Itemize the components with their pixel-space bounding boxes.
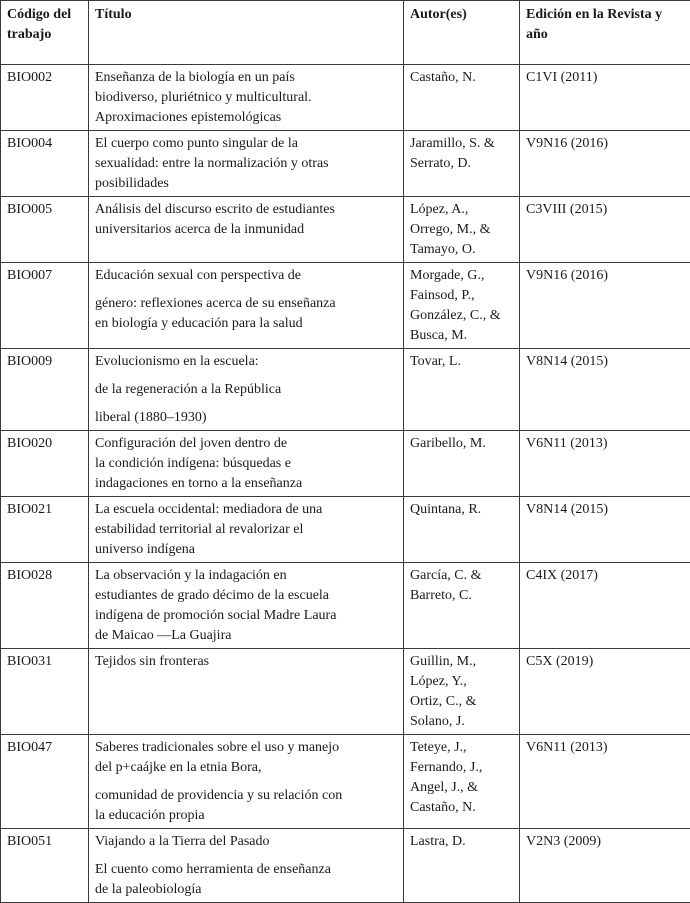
title-cell [89, 829, 404, 903]
edition-cell: V8N14 (2015) [520, 497, 690, 563]
title-line: de Maicao —La Guajira [95, 626, 398, 646]
code-cell: BIO020 [1, 431, 89, 497]
title-line: La escuela occidental: mediadora de una [95, 500, 398, 520]
table-row [1, 349, 690, 431]
author-line: Busca, M. [410, 326, 514, 346]
title-cell [89, 131, 404, 197]
title-line: en biología y educación para la salud [95, 314, 398, 334]
edition-cell: C3VIII (2015) [520, 197, 690, 263]
table-row [1, 829, 690, 903]
title-line: El cuento como herramienta de enseñanza [95, 860, 398, 880]
table-row [1, 131, 690, 197]
authors-cell [404, 649, 520, 735]
authors-cell [404, 497, 520, 563]
edition-cell: C5X (2019) [520, 649, 690, 735]
author-line: Castaño, N. [410, 798, 514, 818]
title-cell [89, 735, 404, 829]
code-cell: BIO007 [1, 263, 89, 349]
author-line: García, C. & [410, 566, 514, 586]
edition-cell: V8N14 (2015) [520, 349, 690, 431]
title-line: comunidad de providencia y su relación con [95, 786, 398, 806]
author-line: Jaramillo, S. & [410, 134, 514, 154]
code-cell: BIO047 [1, 735, 89, 829]
edition-cell: V2N3 (2009) [520, 829, 690, 903]
author-line: Barreto, C. [410, 586, 514, 606]
table-body [1, 65, 690, 903]
author-line: Angel, J., & [410, 778, 514, 798]
authors-cell [404, 263, 520, 349]
table-row [1, 563, 690, 649]
title-line: la condición indígena: búsquedas e [95, 454, 398, 474]
authors-cell [404, 563, 520, 649]
title-line: de la regeneración a la República [95, 380, 398, 400]
edition-cell: C1VI (2011) [520, 65, 690, 131]
header-codigo: Código del trabajo [1, 1, 89, 65]
author-line: Solano, J. [410, 712, 514, 732]
authors-cell [404, 131, 520, 197]
edition-cell: V6N11 (2013) [520, 431, 690, 497]
title-line: universitarios acerca de la inmunidad [95, 220, 398, 240]
author-line: Ortiz, C., & [410, 692, 514, 712]
title-line: Educación sexual con perspectiva de [95, 266, 398, 286]
table-row [1, 431, 690, 497]
author-line: González, C., & [410, 306, 514, 326]
author-line: Fernando, J., [410, 758, 514, 778]
title-line: posibilidades [95, 174, 398, 194]
author-line: López, Y., [410, 672, 514, 692]
title-line: estabilidad territorial al revalorizar el [95, 520, 398, 540]
title-line: sexualidad: entre la normalización y otras [95, 154, 398, 174]
author-line: Quintana, R. [410, 500, 514, 520]
author-line: Lastra, D. [410, 832, 514, 852]
authors-cell [404, 65, 520, 131]
title-cell [89, 349, 404, 431]
author-line: Guillin, M., [410, 652, 514, 672]
title-line: Análisis del discurso escrito de estudiantes [95, 200, 398, 220]
title-cell [89, 197, 404, 263]
author-line: Garibello, M. [410, 434, 514, 454]
author-line: Teteye, J., [410, 738, 514, 758]
title-line: estudiantes de grado décimo de la escuela [95, 586, 398, 606]
table-row [1, 735, 690, 829]
header-titulo: Título [89, 1, 404, 65]
title-line: de la paleobiología [95, 880, 398, 900]
title-cell [89, 563, 404, 649]
code-cell: BIO051 [1, 829, 89, 903]
title-line: indagaciones en torno a la enseñanza [95, 474, 398, 494]
code-cell: BIO028 [1, 563, 89, 649]
authors-cell [404, 349, 520, 431]
authors-cell [404, 735, 520, 829]
title-line: Evolucionismo en la escuela: [95, 352, 398, 372]
title-line: Aproximaciones epistemológicas [95, 108, 398, 128]
code-cell: BIO021 [1, 497, 89, 563]
table-row [1, 649, 690, 735]
edition-cell: C4IX (2017) [520, 563, 690, 649]
authors-cell [404, 197, 520, 263]
table-row [1, 263, 690, 349]
title-cell [89, 263, 404, 349]
edition-cell: V9N16 (2016) [520, 263, 690, 349]
code-cell: BIO002 [1, 65, 89, 131]
title-cell [89, 497, 404, 563]
title-line: biodiverso, pluriétnico y multicultural. [95, 88, 398, 108]
title-line: indígena de promoción social Madre Laura [95, 606, 398, 626]
code-cell: BIO005 [1, 197, 89, 263]
header-autor: Autor(es) [404, 1, 520, 65]
authors-cell [404, 829, 520, 903]
author-line: Tamayo, O. [410, 240, 514, 260]
code-cell: BIO004 [1, 131, 89, 197]
author-line: Tovar, L. [410, 352, 514, 372]
code-cell: BIO009 [1, 349, 89, 431]
header-edicion: Edición en la Revista y año [520, 1, 690, 65]
author-line: Orrego, M., & [410, 220, 514, 240]
title-cell [89, 431, 404, 497]
title-line: la educación propia [95, 806, 398, 826]
table-row [1, 197, 690, 263]
header-row [1, 1, 690, 65]
author-line: Fainsod, P., [410, 286, 514, 306]
table-row [1, 65, 690, 131]
edition-cell: V9N16 (2016) [520, 131, 690, 197]
author-line: Serrato, D. [410, 154, 514, 174]
title-line: La observación y la indagación en [95, 566, 398, 586]
title-line: Viajando a la Tierra del Pasado [95, 832, 398, 852]
title-line: género: reflexiones acerca de su enseñanza [95, 294, 398, 314]
title-line: Saberes tradicionales sobre el uso y manejo [95, 738, 398, 758]
author-line: Morgade, G., [410, 266, 514, 286]
title-cell [89, 65, 404, 131]
title-line: Enseñanza de la biología en un país [95, 68, 398, 88]
title-line: del p+caájke en la etnia Bora, [95, 758, 398, 778]
title-line: Tejidos sin fronteras [95, 652, 398, 672]
title-line: Configuración del joven dentro de [95, 434, 398, 454]
title-cell [89, 649, 404, 735]
author-line: Castaño, N. [410, 68, 514, 88]
title-line: liberal (1880–1930) [95, 408, 398, 428]
author-line: López, A., [410, 200, 514, 220]
title-line: El cuerpo como punto singular de la [95, 134, 398, 154]
table-row [1, 497, 690, 563]
edition-cell: V6N11 (2013) [520, 735, 690, 829]
title-line: universo indígena [95, 540, 398, 560]
code-cell: BIO031 [1, 649, 89, 735]
authors-cell [404, 431, 520, 497]
